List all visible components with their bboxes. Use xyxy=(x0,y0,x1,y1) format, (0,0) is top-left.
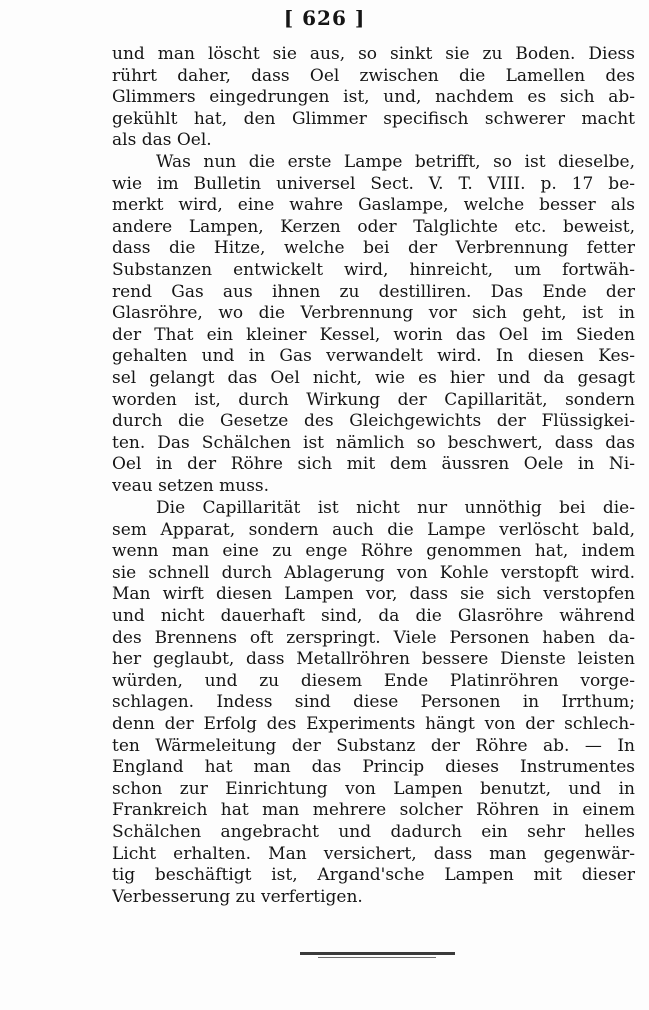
text-line: rührt daher, dass Oel zwischen die Lamellen des xyxy=(112,65,635,86)
text-line: des Brennens oft zerspringt. Viele Personen haben da- xyxy=(112,627,635,648)
text-line: Schälchen angebracht und dadurch ein sehr helles xyxy=(112,821,635,842)
text-line: Die Capillarität ist nicht nur unnöthig bei die- xyxy=(156,498,635,518)
text-line: sel gelangt das Oel nicht, wie es hier und da gesagt xyxy=(112,367,635,388)
text-line: veau setzen muss. xyxy=(112,475,270,496)
text-line: andere Lampen, Kerzen oder Talglichte etc. beweist, xyxy=(112,216,635,237)
text-line: Glasröhre, wo die Verbrennung vor sich geht, ist in xyxy=(112,303,635,324)
text-line: gekühlt hat, den Glimmer specifisch schwerer macht xyxy=(112,108,635,129)
text-line: ten Wärmeleitung der Substanz der Röhre ab. — In xyxy=(112,735,635,756)
text-line: Man wirft diesen Lampen vor, dass sie sich verstopfen xyxy=(112,584,635,605)
text-line: als das Oel. xyxy=(112,130,212,151)
text-line: merkt wird, eine wahre Gaslampe, welche besser als xyxy=(112,195,635,216)
section-end-rule-thin xyxy=(318,957,436,958)
text-line: sem Apparat, sondern auch die Lampe verlöscht bald, xyxy=(112,519,635,540)
text-line: sie schnell durch Ablagerung von Kohle verstopft wird. xyxy=(112,562,635,583)
text-line: worden ist, durch Wirkung der Capillarität, sondern xyxy=(112,389,635,410)
paragraph-3 xyxy=(112,498,635,908)
paragraph-1 xyxy=(112,44,635,152)
text-line: Oel in der Röhre sich mit dem äussren Oele in Ni- xyxy=(112,454,635,475)
text-line: denn der Erfolg des Experiments hängt von der schlech- xyxy=(112,713,635,734)
text-line: würden, und zu diesem Ende Platinröhren vorge- xyxy=(112,670,635,691)
text-line: Frankreich hat man mehrere solcher Röhren in einem xyxy=(112,800,635,821)
text-line: Was nun die erste Lampe betrifft, so ist dieselbe, xyxy=(156,152,635,172)
text-line: und man löscht sie aus, so sinkt sie zu Boden. Diess xyxy=(112,44,635,64)
text-line: tig beschäftigt ist, Argand'sche Lampen mit dieser xyxy=(112,865,635,886)
page-number: [ 626 ] xyxy=(283,6,366,30)
section-end-rule xyxy=(300,952,455,955)
text-line: wenn man eine zu enge Röhre genommen hat, indem xyxy=(112,541,635,562)
text-line: Verbesserung zu verfertigen. xyxy=(112,886,363,907)
text-line: schlagen. Indess sind diese Personen in Irrthum; xyxy=(112,692,635,713)
text-line: Substanzen entwickelt wird, hinreicht, um fortwäh- xyxy=(112,259,635,280)
text-line: dass die Hitze, welche bei der Verbrennung fetter xyxy=(112,238,635,259)
text-line: wie im Bulletin universel Sect. V. T. VIII. p. 17 be- xyxy=(112,173,635,194)
text-line: rend Gas aus ihnen zu destilliren. Das Ende der xyxy=(112,281,635,302)
text-line: England hat man das Princip dieses Instrumentes xyxy=(112,757,635,778)
text-line: und nicht dauerhaft sind, da die Glasröhre während xyxy=(112,605,635,626)
text-line: Glimmers eingedrungen ist, und, nachdem es sich ab- xyxy=(112,87,635,108)
text-line: Licht erhalten. Man versichert, dass man gegenwär- xyxy=(112,843,635,864)
text-line: her geglaubt, dass Metallröhren bessere Dienste leisten xyxy=(112,649,635,670)
paragraph-2 xyxy=(112,152,635,498)
text-line: durch die Gesetze des Gleichgewichts der Flüssigkei- xyxy=(112,411,635,432)
text-line: gehalten und in Gas verwandelt wird. In diesen Kes- xyxy=(112,346,635,367)
text-line: schon zur Einrichtung von Lampen benutzt, und in xyxy=(112,778,635,799)
text-line: der That ein kleiner Kessel, worin das Oel im Sieden xyxy=(112,324,635,345)
text-line: ten. Das Schälchen ist nämlich so beschwert, dass das xyxy=(112,432,635,453)
